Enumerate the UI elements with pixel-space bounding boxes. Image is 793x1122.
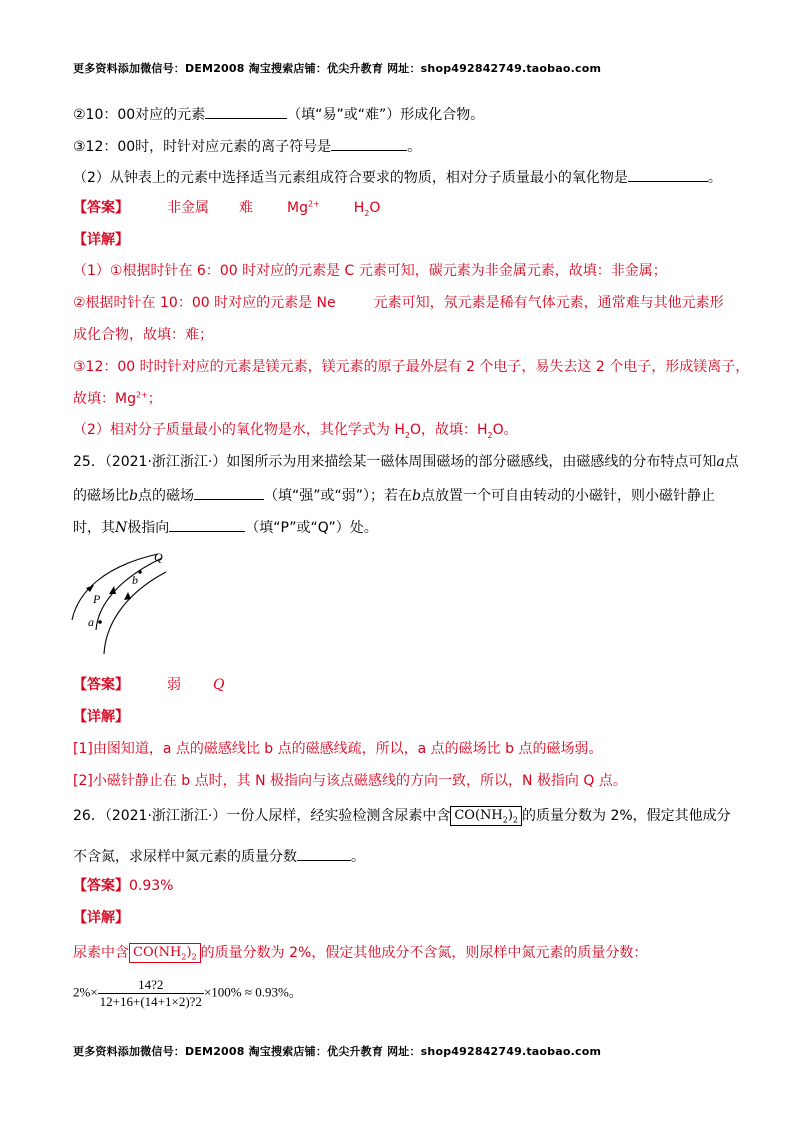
q26-detail: 尿素中含 $CO(NH_2)_2$ 的质量分数为 2%，假定其他成分不含氮，则尿样中氮元素的质量分数： — [73, 945, 648, 962]
q24-item2-text: ②10：00对应的元素 — [73, 107, 206, 123]
magnetic-field-figure — [66, 548, 176, 660]
q24-part2 — [73, 167, 722, 187]
field-line-2 — [96, 558, 162, 630]
q24-answer-1: 非金属 — [167, 200, 209, 216]
answer-label: 【答案】 — [73, 200, 129, 216]
q24-item3-post: 。 — [407, 139, 422, 155]
q24-detail-3b: 故填：$Mg^{2+}$； — [73, 390, 162, 407]
point-b — [138, 570, 142, 574]
arrow-2 — [109, 586, 116, 594]
label-b: b — [132, 573, 138, 587]
field-line-1 — [72, 554, 158, 620]
q25-detail-label: 【详解】 — [73, 709, 129, 725]
arrow-3 — [124, 592, 131, 600]
q24-answer-3: $Mg^{2+}$ — [287, 199, 320, 216]
q24-item3 — [73, 136, 421, 156]
q24-item3-blank[interactable] — [331, 136, 407, 151]
q24-answer-4: $H_2O$ — [353, 200, 381, 218]
q24-detail-3a: ③12：00 时时针对应的元素是镁元素，镁元素的原子最外层有 2 个电子，易失去这 2 个电子，形成镁离子， — [73, 359, 750, 375]
q25-blank-2[interactable] — [169, 517, 245, 532]
q24-part2-text: （2）从钟表上的元素中选择适当元素组成符合要求的物质，相对分子质量最小的氧化物是 — [73, 170, 628, 186]
q25-line3: 时，其N极指向 （填“P”或“Q”）处。 — [73, 517, 378, 537]
q24-detail-label: 【详解】 — [73, 232, 129, 248]
q25-detail-1: [1]由图知道，a 点的磁感线比 b 点的磁感线疏，所以，a 点的磁场比 b 点的磁场弱。 — [73, 741, 603, 757]
q26-blank[interactable] — [297, 846, 351, 861]
q25-line1: 25．（2021·浙江浙江·）如图所示为用来描绘某一磁体周围磁场的部分磁感线，由磁感线的分布特点可知a点 — [73, 454, 739, 470]
urea-formula: $CO(NH_2)_2$ — [450, 806, 522, 826]
q25-blank-1[interactable] — [194, 485, 264, 500]
q24-item2-post: （填“易”或“难”）形成化合物。 — [287, 107, 485, 123]
q26-line2: 不含氮，求尿样中氮元素的质量分数 。 — [73, 846, 365, 866]
q25-line2: 的磁场比b点的磁场 （填“强”或“弱”）；若在b点放置一个可自由转动的小磁针，则小磁针静止 — [73, 485, 715, 505]
q24-item2 — [73, 104, 484, 124]
q24-item3-text: ③12：00时，时针对应元素的离子符号是 — [73, 139, 332, 155]
q24-answer-2: 难 — [239, 200, 253, 216]
label-Q: Q — [154, 550, 163, 564]
page-header: 更多资料添加微信号：DEM2008 淘宝搜索店铺：优尖升教育 网址：shop492842749.taobao.com — [73, 62, 602, 75]
q24-detail-2b: 成化合物，故填：难； — [73, 327, 213, 343]
q25-answer: 【答案】 弱 Q — [73, 677, 225, 693]
label-a: a — [88, 615, 94, 629]
q24-answer — [73, 199, 380, 217]
label-P: P — [93, 592, 101, 606]
q24-detail-1: （1）①根据时针在 6：00 时对应的元素是 C 元素可知，碳元素为非金属元素，故填：非金属； — [73, 263, 667, 279]
q24-item2-blank[interactable] — [205, 104, 287, 119]
point-a — [98, 620, 102, 624]
urea-formula-detail: $CO(NH_2)_2$ — [129, 943, 201, 963]
q25-detail-2: [2]小磁针静止在 b 点时，其 N 极指向与该点磁感线的方向一致，所以，N 极指向 Q 点。 — [73, 773, 627, 789]
q26-calculation: 2%× $\frac{14?2}{12+16+(14+1\times 2)?2}$ ×100% ≈ 0.93%。 — [73, 977, 302, 1009]
q24-part2-post: 。 — [707, 170, 722, 186]
q26-answer: 【答案】0.93% — [73, 878, 174, 894]
q24-detail-4: （2）相对分子质量最小的氧化物是水，其化学式为 $H_2O$，故填：$H_2O$。 — [73, 422, 518, 440]
q26-detail-label: 【详解】 — [73, 910, 129, 926]
q24-part2-blank[interactable] — [628, 167, 708, 182]
q24-detail-2a: ②根据时针在 10：00 时对应的元素是 Ne 元素可知，氖元素是稀有气体元素，通常难与其他元素形 — [73, 295, 724, 311]
q26-line1: 26．（2021·浙江浙江·）一份人尿样，经实验检测含尿素中含 $CO(NH_2)_2$ 的质量分数为 2%，假定其他成分 — [73, 808, 731, 825]
calc-fraction: $\frac{14?2}{12+16+(14+1\times 2)?2}$ — [99, 977, 202, 1009]
page-footer: 更多资料添加微信号：DEM2008 淘宝搜索店铺：优尖升教育 网址：shop492842749.taobao.com — [73, 1045, 602, 1058]
